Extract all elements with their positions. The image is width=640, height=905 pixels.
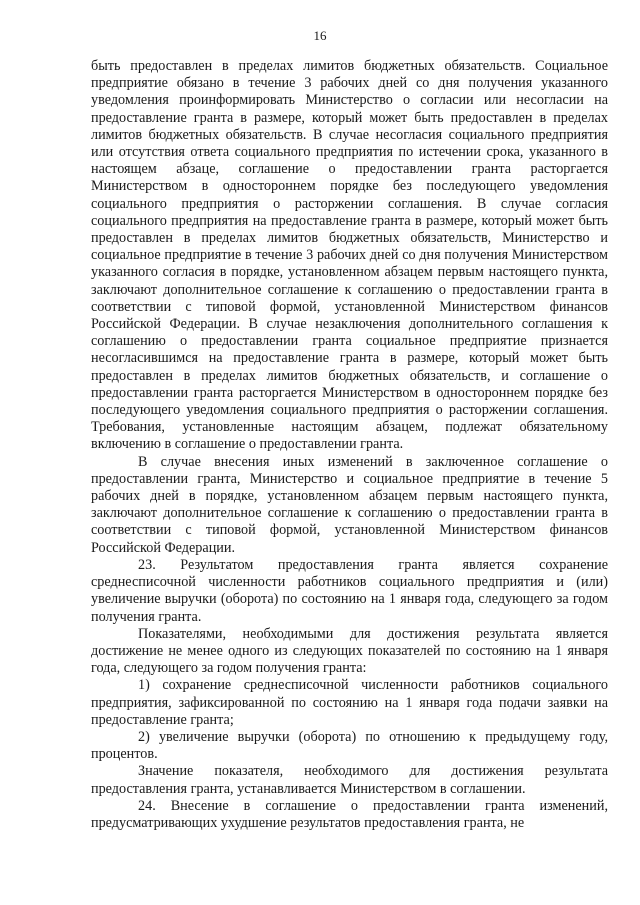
list-item-indicator-2: 2) увеличение выручки (оборота) по отношению к предыдущему году, процентов. <box>91 728 608 763</box>
paragraph-indicators: Показателями, необходимыми для достижения результата является достижение не менее одного из следующих показателей по состоянию на 1 января года, следующего за годом получения гранта: <box>91 625 608 677</box>
paragraph-item-23: 23. Результатом предоставления гранта является сохранение среднесписочной численности работников социального предприятия и (или) увеличение выручки (оборота) по состоянию на 1 января года, следующего за годом получения гранта. <box>91 556 608 625</box>
list-item-indicator-1: 1) сохранение среднесписочной численности работников социального предприятия, зафиксированной по состоянию на 1 января года подачи заявки на предоставление гранта; <box>91 677 608 728</box>
page-number: 16 <box>313 28 327 43</box>
paragraph-indicator-value: Значение показателя, необходимого для достижения результата предоставления гранта, устанавливается Министерством в соглашении. <box>91 763 608 797</box>
document-body <box>91 58 608 832</box>
paragraph-continuation: быть предоставлен в пределах лимитов бюджетных обязательств. Социальное предприятие обязано в течение 3 рабочих дней со дня получения указанного уведомления проинформировать Министерство о согласии или несогласии на предоставление гранта в размере, который может быть предоставлен в пределах лимитов бюджетных обязательств. В случае несогласия социального предприятия или отсутствия ответа социального предприятия по истечении срока, указанного в настоящем абзаце, соглашение о предоставлении гранта расторгается Министерством в одностороннем порядке без последующего уведомления социального предприятия о расторжении соглашения. В случае согласия социального предприятия на предоставление гранта в размере, который может быть предоставлен в пределах лимитов бюджетных обязательств, Министерство и социальное предприятие в течение 3 рабочих дней со дня получения Министерством указанного согласия в порядке, установленном абзацем первым настоящего пункта, заключают дополнительное соглашение к соглашению о предоставлении гранта в соответствии с типовой формой, установленной Министерством финансов Российской Федерации. В случае незаключения дополнительного соглашения к соглашению о предоставлении гранта социальное предприятие признается несогласившимся на предоставление гранта в размере, который может быть предоставлен в пределах лимитов бюджетных обязательств, и соглашение о предоставлении гранта расторгается Министерством в одностороннем порядке без последующего уведомления социального предприятия о расторжении соглашения. Требования, установленные настоящим абзацем, подлежат обязательному включению в соглашение о предоставлении гранта. <box>91 58 608 453</box>
paragraph-item-24: 24. Внесение в соглашение о предоставлении гранта изменений, предусматривающих ухудшение результатов предоставления гранта, не <box>91 797 608 831</box>
paragraph-amendments: В случае внесения иных изменений в заключенное соглашение о предоставлении гранта, Министерство и социальное предприятие в течение 5 рабочих дней в порядке, установленном абзацем первым настоящего пункта, заключают дополнительное соглашение к соглашению о предоставлении гранта в соответствии с типовой формой, установленной Министерством финансов Российской Федерации. <box>91 453 608 556</box>
